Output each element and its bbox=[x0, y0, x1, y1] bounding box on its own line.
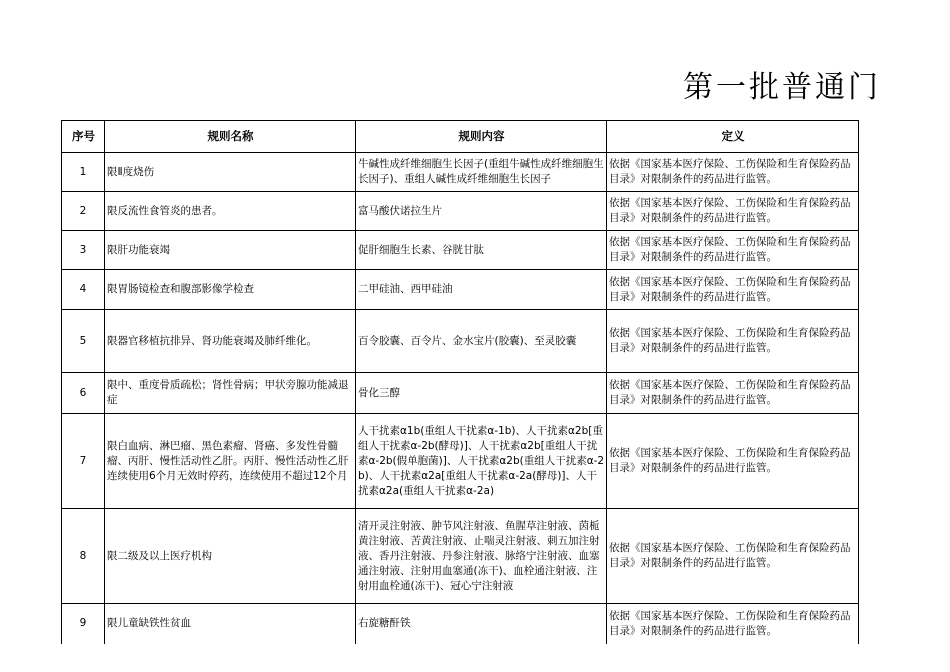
row-content: 人干扰素α1b(重组人干扰素α-1b)、人干扰素α2b[重组人干扰素α-2b(酵母)]、人干扰素α2b[重组人干扰素α-2b(假单胞菌)]、人干扰素α2b(重组人干扰素α-2b)、人干扰素α2a[重组人干扰素α-2a(酵母)]、人干扰素α2a(重组人干扰素α-2a) bbox=[356, 414, 607, 509]
row-name: 限肝功能衰竭 bbox=[105, 231, 356, 270]
row-content: 牛碱性成纤维细胞生长因子(重组牛碱性成纤维细胞生长因子)、重组人碱性成纤维细胞生长因子 bbox=[356, 153, 607, 192]
row-name: 限器官移植抗排异、肾功能衰竭及肺纤维化。 bbox=[105, 310, 356, 373]
row-definition: 依据《国家基本医疗保险、工伤保险和生育保险药品目录》对限制条件的药品进行监管。 bbox=[607, 231, 859, 270]
table-row bbox=[62, 153, 859, 192]
header-content: 规则内容 bbox=[356, 121, 607, 153]
row-content: 二甲硅油、西甲硅油 bbox=[356, 270, 607, 310]
header-name: 规则名称 bbox=[105, 121, 356, 153]
row-definition: 依据《国家基本医疗保险、工伤保险和生育保险药品目录》对限制条件的药品进行监管。 bbox=[607, 192, 859, 231]
row-seq: 2 bbox=[62, 192, 105, 231]
table-row bbox=[62, 270, 859, 310]
row-seq: 4 bbox=[62, 270, 105, 310]
table-row bbox=[62, 509, 859, 604]
row-content: 清开灵注射液、肿节风注射液、鱼腥草注射液、茵栀黄注射液、苦黄注射液、止喘灵注射液、刺五加注射液、香丹注射液、丹参注射液、脉络宁注射液、血塞通注射液、注射用血塞通(冻干)、血栓通注射液、注射用血栓通(冻干)、冠心宁注射液 bbox=[356, 509, 607, 604]
row-content: 右旋糖酐铁 bbox=[356, 604, 607, 644]
page-title: 第一批普通门 bbox=[683, 70, 881, 105]
header-definition: 定义 bbox=[607, 121, 859, 153]
table-row bbox=[62, 373, 859, 414]
row-name: 限反流性食管炎的患者。 bbox=[105, 192, 356, 231]
row-name: 限儿童缺铁性贫血 bbox=[105, 604, 356, 644]
row-name: 限中、重度骨质疏松；肾性骨病；甲状旁腺功能减退症 bbox=[105, 373, 356, 414]
row-seq: 5 bbox=[62, 310, 105, 373]
row-content: 百令胶囊、百令片、金水宝片(胶囊)、至灵胶囊 bbox=[356, 310, 607, 373]
row-definition: 依据《国家基本医疗保险、工伤保险和生育保险药品目录》对限制条件的药品进行监管。 bbox=[607, 310, 859, 373]
row-name: 限Ⅱ度烧伤 bbox=[105, 153, 356, 192]
row-name: 限白血病、淋巴瘤、黑色素瘤、肾癌、多发性骨髓瘤、丙肝、慢性活动性乙肝。丙肝、慢性活动性乙肝连续使用6个月无效时停药，连续使用不超过12个月 bbox=[105, 414, 356, 509]
row-definition: 依据《国家基本医疗保险、工伤保险和生育保险药品目录》对限制条件的药品进行监管。 bbox=[607, 509, 859, 604]
row-seq: 7 bbox=[62, 414, 105, 509]
row-definition: 依据《国家基本医疗保险、工伤保险和生育保险药品目录》对限制条件的药品进行监管。 bbox=[607, 153, 859, 192]
row-definition: 依据《国家基本医疗保险、工伤保险和生育保险药品目录》对限制条件的药品进行监管。 bbox=[607, 604, 859, 644]
row-content: 骨化三醇 bbox=[356, 373, 607, 414]
header-seq: 序号 bbox=[62, 121, 105, 153]
table-row bbox=[62, 231, 859, 270]
row-definition: 依据《国家基本医疗保险、工伤保险和生育保险药品目录》对限制条件的药品进行监管。 bbox=[607, 270, 859, 310]
row-definition: 依据《国家基本医疗保险、工伤保险和生育保险药品目录》对限制条件的药品进行监管。 bbox=[607, 373, 859, 414]
row-seq: 1 bbox=[62, 153, 105, 192]
row-seq: 8 bbox=[62, 509, 105, 604]
row-seq: 3 bbox=[62, 231, 105, 270]
row-content: 促肝细胞生长素、谷胱甘肽 bbox=[356, 231, 607, 270]
row-seq: 9 bbox=[62, 604, 105, 644]
row-content: 富马酸伏诺拉生片 bbox=[356, 192, 607, 231]
table-row bbox=[62, 604, 859, 644]
table-header-row bbox=[62, 121, 859, 153]
row-name: 限胃肠镜检查和腹部影像学检查 bbox=[105, 270, 356, 310]
row-seq: 6 bbox=[62, 373, 105, 414]
row-name: 限二级及以上医疗机构 bbox=[105, 509, 356, 604]
table-row bbox=[62, 192, 859, 231]
row-definition: 依据《国家基本医疗保险、工伤保险和生育保险药品目录》对限制条件的药品进行监管。 bbox=[607, 414, 859, 509]
table-row bbox=[62, 414, 859, 509]
rules-table bbox=[61, 120, 859, 644]
table-row bbox=[62, 310, 859, 373]
